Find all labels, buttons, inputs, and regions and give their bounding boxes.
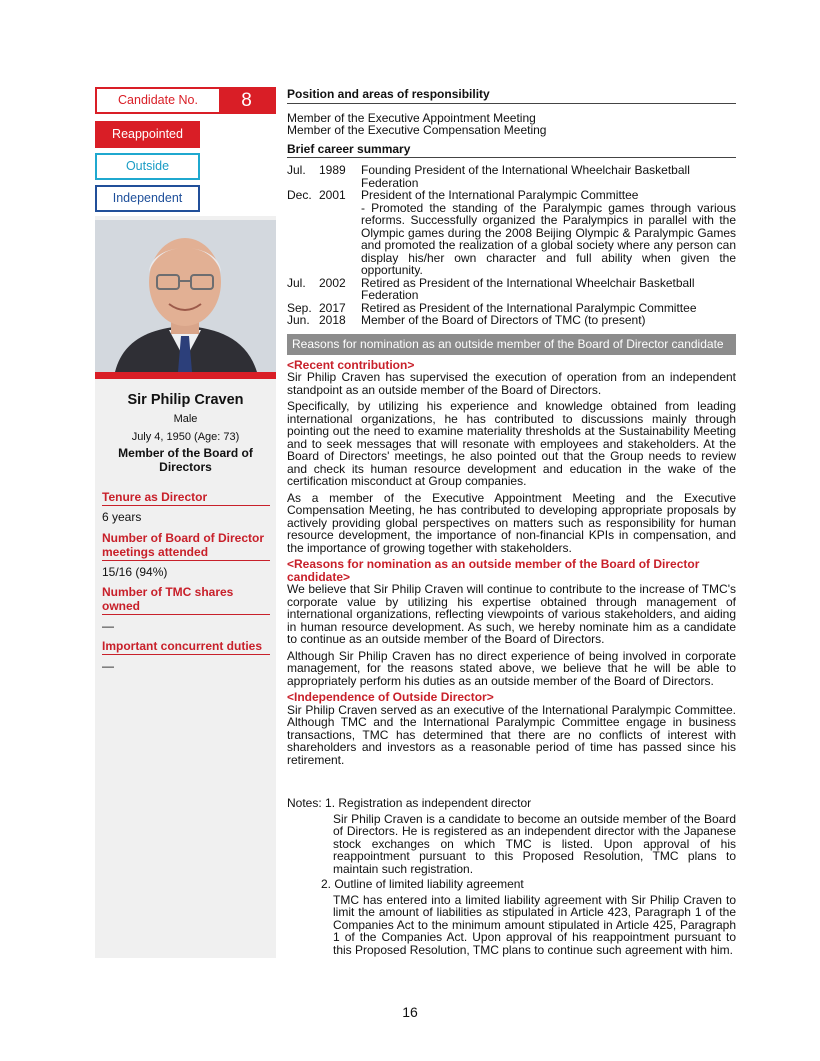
tenure-label: Tenure as Director <box>102 490 270 506</box>
reasons-bar: Reasons for nomination as an outside member of the Board of Director candidate <box>287 334 736 355</box>
recent-contribution-paragraph: Specifically, by utilizing his experience and knowledge obtained from leading international organizations, he has contributed to discussions mainly through pointing out the need to examine materiality thresholds at the Sustainability Meeting and to seek messages that will resonate with employees and stakeholders. At the Board of Directors' meetings, he also pointed out that the Group needs to review and check its human resource development and education in the wake of the certification misconduct at Group companies. <box>287 399 736 488</box>
note-1-title: 1. Registration as independent director <box>325 796 532 810</box>
candidate-number-box <box>95 87 276 114</box>
career-year: 2002 <box>319 275 346 290</box>
career-year: 2001 <box>319 188 346 202</box>
outside-badge: Outside <box>95 153 200 180</box>
career-text: Retired as President of the International Wheelchair Basketball Federation <box>361 275 695 302</box>
recent-contribution-heading: <Recent contribution> <box>287 357 415 372</box>
position-line: Member of the Executive Appointment Meeting <box>287 110 536 125</box>
duties-label: Important concurrent duties <box>102 639 270 655</box>
shares-label: Number of TMC shares owned <box>102 585 270 615</box>
career-month: Jul. <box>287 163 306 177</box>
candidate-gender: Male <box>173 413 198 425</box>
meetings-value: 15/16 (94%) <box>102 565 168 579</box>
career-year: 2018 <box>319 313 346 327</box>
career-month: Dec. <box>287 188 312 202</box>
nomination-paragraph: Although Sir Philip Craven has no direct experience of being involved in corporate management, for the reasons stated above, we believe that he will be able to appropriately perform his duties as an outside member of the Board of Directors. <box>287 648 736 688</box>
position-heading: Position and areas of responsibility <box>287 88 736 104</box>
career-year: 1989 <box>319 163 346 177</box>
candidate-number: 8 <box>219 89 274 112</box>
portrait-illustration <box>95 220 276 372</box>
position-line: Member of the Executive Compensation Meeting <box>287 123 547 137</box>
recent-contribution-paragraph: As a member of the Executive Appointment Meeting and the Executive Compensation Meeting, he has contributed to developing appropriate proposals by actively providing global perspectives on matters such as responsibility for human resource development, the importance of non-financial KPIs in compensation, and the importance of growing together with stakeholders. <box>287 490 736 555</box>
career-month: Sep. <box>287 300 312 315</box>
recent-contribution-paragraph: Sir Philip Craven has supervised the execution of operation from an independent standpoint as an outside member of the Board of Directors. <box>287 370 736 397</box>
meetings-label: Number of Board of Director meetings attended <box>102 531 270 561</box>
notes-section <box>287 797 736 956</box>
career-list <box>287 164 736 327</box>
candidate-birth: July 4, 1950 (Age: 73) <box>131 431 240 443</box>
career-text: Retired as President of the International Paralympic Committee <box>361 300 697 315</box>
independent-badge: Independent <box>95 185 200 212</box>
career-year <box>319 202 361 277</box>
nomination-heading: <Reasons for nomination as an outside member of the Board of Director candidate> <box>287 557 700 584</box>
main-content <box>287 88 736 766</box>
career-text: - Promoted the standing of the Paralympic games through various reforms. Successfully organized the Paralympics in parallel with the Olympic games during the 2008 Beijing Olympic & Paralympic Games and promoted the realization of a global society where any person can display his/her own character and full ability when given the opportunity. <box>361 200 736 277</box>
page-number: 16 <box>402 1004 418 1020</box>
candidate-name: Sir Philip Craven <box>127 392 244 408</box>
reappointed-badge: Reappointed <box>95 121 200 148</box>
notes-prefix: Notes: <box>287 796 322 810</box>
duties-value: — <box>102 659 114 673</box>
career-month <box>287 202 319 277</box>
career-month: Jul. <box>287 275 306 290</box>
photo-accent-bar <box>95 372 276 379</box>
note-1-body: Sir Philip Craven is a candidate to become an outside member of the Board of Directors. He is registered as an independent director with the Japanese stock exchanges on which TMC is listed. Upon approval of his reappointment pursuant to this Proposed Resolution, TMC plans to maintain such registration. <box>333 811 736 876</box>
tenure-value: 6 years <box>102 510 142 524</box>
shares-value: — <box>102 619 114 633</box>
candidate-role: Member of the Board of Directors <box>118 446 253 474</box>
note-2-title: 2. Outline of limited liability agreement <box>321 877 524 891</box>
note-2-body: TMC has entered into a limited liability agreement with Sir Philip Craven to limit the amount of liabilities as stipulated in Article 423, Paragraph 1 of the Companies Act to the minimum amount stipulated in Article 425, Paragraph 1 of the Companies Act. Upon approval of his reappointment pursuant to this Proposed Resolution, TMC plans to continue such agreement with him. <box>333 892 736 957</box>
career-heading: Brief career summary <box>287 143 736 159</box>
nomination-paragraph: We believe that Sir Philip Craven will continue to contribute to the increase of TMC's corporate value by utilizing his expertise obtained through management of international organizations, reflecting viewpoints of various stakeholders, and aiding in human resource development. As such, we hereby nominate him as a candidate to continue as an outside member of the Board of Directors. <box>287 582 736 646</box>
career-text: President of the International Paralympic Committee <box>361 188 639 202</box>
career-text: Founding President of the International Wheelchair Basketball Federation <box>361 163 690 190</box>
independence-paragraph: Sir Philip Craven served as an executive of the International Paralympic Committee. Although TMC and the International Paralympic Committee engage in business transactions, TMC has determined that there are no conflicts of interest with shareholders and investors as a reasonable period of time has passed since his retirement. <box>287 702 736 767</box>
candidate-photo <box>95 220 276 372</box>
candidate-label: Candidate No. <box>118 93 198 107</box>
career-month: Jun. <box>287 313 310 327</box>
career-year: 2017 <box>319 300 346 315</box>
career-text: Member of the Board of Directors of TMC (to present) <box>361 313 646 327</box>
independence-heading: <Independence of Outside Director> <box>287 690 494 704</box>
